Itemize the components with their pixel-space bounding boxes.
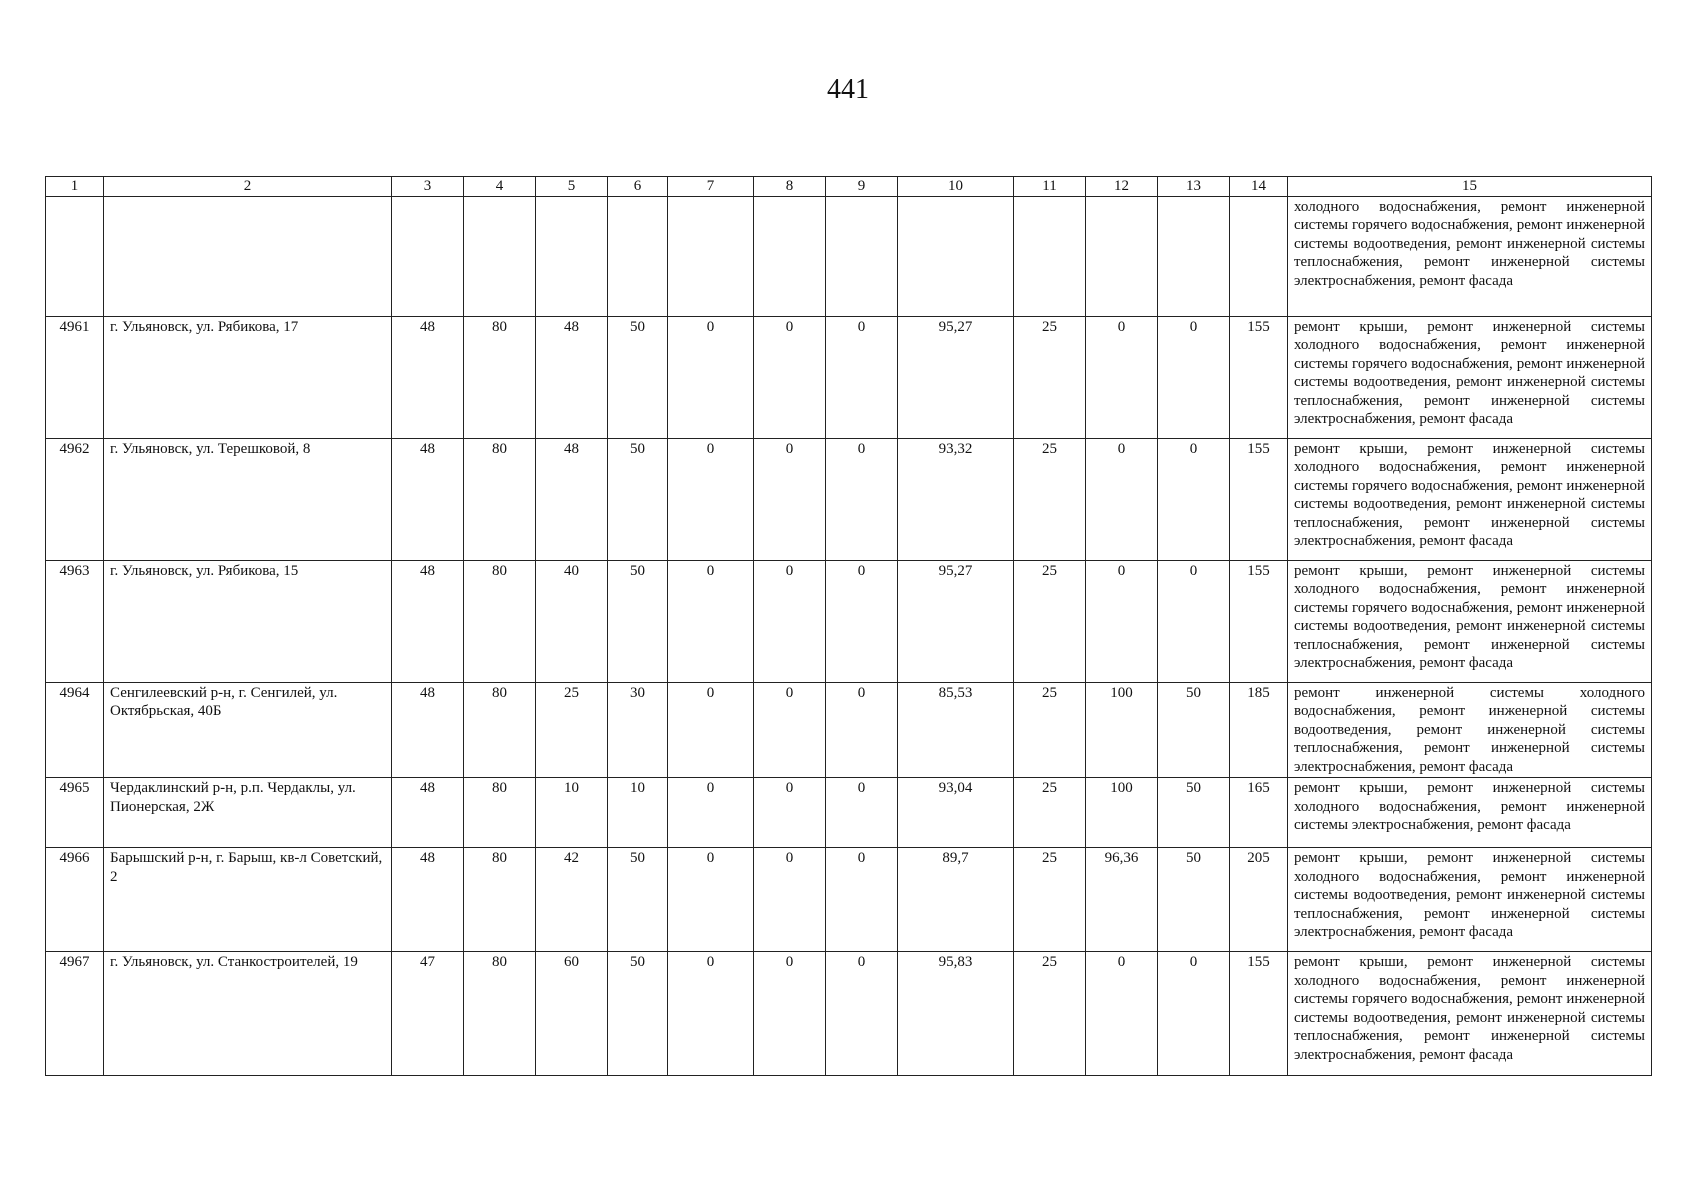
value-cell-11: 25 [1014, 438, 1086, 560]
value-cell-4 [464, 196, 536, 316]
works-list-cell: ремонт крыши, ремонт инженерной системы холодного водоснабжения, ремонт инженерной системы горячего водоснабжения, ремонт инженерной системы водоотведения, ремонт инженерной системы теплоснабжения, ремонт инженерной системы электроснабжения, ремонт фасада [1288, 438, 1652, 560]
value-cell-11: 25 [1014, 778, 1086, 848]
value-cell-13: 50 [1158, 682, 1230, 778]
value-cell-11: 25 [1014, 848, 1086, 952]
value-cell-7 [668, 196, 754, 316]
value-cell-3: 48 [392, 438, 464, 560]
value-cell-13: 0 [1158, 438, 1230, 560]
value-cell-4: 80 [464, 560, 536, 682]
value-cell-14: 165 [1230, 778, 1288, 848]
row-number: 4966 [46, 848, 104, 952]
value-cell-8: 0 [754, 438, 826, 560]
table-row [46, 952, 1652, 1076]
address-cell: Чердаклинский р-н, р.п. Чердаклы, ул. Пионерская, 2Ж [104, 778, 392, 848]
table-body [46, 196, 1652, 1076]
works-list-cell: ремонт крыши, ремонт инженерной системы холодного водоснабжения, ремонт инженерной системы горячего водоснабжения, ремонт инженерной системы водоотведения, ремонт инженерной системы теплоснабжения, ремонт инженерной системы электроснабжения, ремонт фасада [1288, 316, 1652, 438]
value-cell-3: 48 [392, 682, 464, 778]
column-header-11: 11 [1014, 177, 1086, 197]
column-header-7: 7 [668, 177, 754, 197]
value-cell-6: 50 [608, 560, 668, 682]
value-cell-8: 0 [754, 778, 826, 848]
value-cell-5: 25 [536, 682, 608, 778]
row-number: 4964 [46, 682, 104, 778]
value-cell-9: 0 [826, 952, 898, 1076]
value-cell-11 [1014, 196, 1086, 316]
address-cell [104, 196, 392, 316]
value-cell-12: 100 [1086, 778, 1158, 848]
address-cell: г. Ульяновск, ул. Рябикова, 17 [104, 316, 392, 438]
table-row [46, 438, 1652, 560]
value-cell-11: 25 [1014, 682, 1086, 778]
value-cell-8: 0 [754, 682, 826, 778]
address-cell: г. Ульяновск, ул. Станкостроителей, 19 [104, 952, 392, 1076]
value-cell-7: 0 [668, 560, 754, 682]
value-cell-14: 155 [1230, 952, 1288, 1076]
value-cell-14 [1230, 196, 1288, 316]
value-cell-5: 60 [536, 952, 608, 1076]
value-cell-3: 48 [392, 316, 464, 438]
value-cell-11: 25 [1014, 952, 1086, 1076]
value-cell-10: 95,83 [898, 952, 1014, 1076]
value-cell-5: 48 [536, 316, 608, 438]
value-cell-12: 0 [1086, 316, 1158, 438]
column-header-12: 12 [1086, 177, 1158, 197]
column-header-4: 4 [464, 177, 536, 197]
value-cell-9: 0 [826, 848, 898, 952]
value-cell-3: 48 [392, 778, 464, 848]
value-cell-6 [608, 196, 668, 316]
column-header-15: 15 [1288, 177, 1652, 197]
value-cell-10: 95,27 [898, 560, 1014, 682]
value-cell-12 [1086, 196, 1158, 316]
column-header-14: 14 [1230, 177, 1288, 197]
value-cell-13: 0 [1158, 560, 1230, 682]
value-cell-9: 0 [826, 778, 898, 848]
value-cell-7: 0 [668, 438, 754, 560]
works-list-cell: ремонт крыши, ремонт инженерной системы холодного водоснабжения, ремонт инженерной системы электроснабжения, ремонт фасада [1288, 778, 1652, 848]
column-header-5: 5 [536, 177, 608, 197]
value-cell-13: 50 [1158, 778, 1230, 848]
value-cell-6: 50 [608, 438, 668, 560]
column-header-8: 8 [754, 177, 826, 197]
value-cell-3: 48 [392, 560, 464, 682]
value-cell-14: 185 [1230, 682, 1288, 778]
value-cell-8 [754, 196, 826, 316]
value-cell-6: 50 [608, 952, 668, 1076]
column-header-10: 10 [898, 177, 1014, 197]
works-list-cell: ремонт крыши, ремонт инженерной системы холодного водоснабжения, ремонт инженерной системы водоотведения, ремонт инженерной системы теплоснабжения, ремонт инженерной системы электроснабжения, ремонт фасада [1288, 848, 1652, 952]
value-cell-7: 0 [668, 316, 754, 438]
value-cell-5: 40 [536, 560, 608, 682]
table-row [46, 848, 1652, 952]
value-cell-3: 48 [392, 848, 464, 952]
column-header-6: 6 [608, 177, 668, 197]
value-cell-10: 93,04 [898, 778, 1014, 848]
value-cell-14: 155 [1230, 316, 1288, 438]
works-list-cell: ремонт крыши, ремонт инженерной системы холодного водоснабжения, ремонт инженерной системы горячего водоснабжения, ремонт инженерной системы водоотведения, ремонт инженерной системы теплоснабжения, ремонт инженерной системы электроснабжения, ремонт фасада [1288, 560, 1652, 682]
value-cell-4: 80 [464, 438, 536, 560]
column-header-1: 1 [46, 177, 104, 197]
value-cell-10: 93,32 [898, 438, 1014, 560]
value-cell-12: 100 [1086, 682, 1158, 778]
value-cell-14: 155 [1230, 560, 1288, 682]
address-cell: г. Ульяновск, ул. Рябикова, 15 [104, 560, 392, 682]
value-cell-9: 0 [826, 438, 898, 560]
works-list-cell: ремонт инженерной системы холодного водоснабжения, ремонт инженерной системы водоотведения, ремонт инженерной системы теплоснабжения, ремонт инженерной системы электроснабжения, ремонт фасада [1288, 682, 1652, 778]
value-cell-8: 0 [754, 952, 826, 1076]
row-number: 4961 [46, 316, 104, 438]
value-cell-9: 0 [826, 316, 898, 438]
page-number: 441 [827, 74, 869, 105]
address-cell: г. Ульяновск, ул. Терешковой, 8 [104, 438, 392, 560]
value-cell-7: 0 [668, 778, 754, 848]
table-row [46, 778, 1652, 848]
value-cell-10: 95,27 [898, 316, 1014, 438]
value-cell-14: 155 [1230, 438, 1288, 560]
value-cell-5: 42 [536, 848, 608, 952]
value-cell-3: 47 [392, 952, 464, 1076]
value-cell-4: 80 [464, 952, 536, 1076]
column-header-13: 13 [1158, 177, 1230, 197]
value-cell-6: 50 [608, 848, 668, 952]
value-cell-5 [536, 196, 608, 316]
value-cell-8: 0 [754, 560, 826, 682]
table-row [46, 682, 1652, 778]
value-cell-10: 85,53 [898, 682, 1014, 778]
value-cell-5: 10 [536, 778, 608, 848]
value-cell-5: 48 [536, 438, 608, 560]
column-header-9: 9 [826, 177, 898, 197]
value-cell-9: 0 [826, 560, 898, 682]
value-cell-13: 0 [1158, 952, 1230, 1076]
column-header-3: 3 [392, 177, 464, 197]
row-number: 4965 [46, 778, 104, 848]
value-cell-3 [392, 196, 464, 316]
repair-program-table [45, 176, 1652, 1076]
value-cell-7: 0 [668, 952, 754, 1076]
value-cell-4: 80 [464, 316, 536, 438]
header-row [46, 177, 1652, 197]
value-cell-10: 89,7 [898, 848, 1014, 952]
table-header [46, 177, 1652, 197]
works-list-cell: холодного водоснабжения, ремонт инженерной системы горячего водоснабжения, ремонт инженерной системы водоотведения, ремонт инженерной системы теплоснабжения, ремонт инженерной системы электроснабжения, ремонт фасада [1288, 196, 1652, 316]
value-cell-11: 25 [1014, 316, 1086, 438]
address-cell: Сенгилеевский р-н, г. Сенгилей, ул. Октябрьская, 40Б [104, 682, 392, 778]
value-cell-8: 0 [754, 316, 826, 438]
value-cell-6: 10 [608, 778, 668, 848]
value-cell-13: 0 [1158, 316, 1230, 438]
value-cell-6: 30 [608, 682, 668, 778]
row-number: 4967 [46, 952, 104, 1076]
value-cell-8: 0 [754, 848, 826, 952]
address-cell: Барышский р-н, г. Барыш, кв-л Советский, 2 [104, 848, 392, 952]
value-cell-7: 0 [668, 682, 754, 778]
value-cell-12: 0 [1086, 438, 1158, 560]
row-number [46, 196, 104, 316]
value-cell-9: 0 [826, 682, 898, 778]
value-cell-9 [826, 196, 898, 316]
value-cell-4: 80 [464, 682, 536, 778]
value-cell-6: 50 [608, 316, 668, 438]
value-cell-13: 50 [1158, 848, 1230, 952]
table-row [46, 560, 1652, 682]
table-row [46, 316, 1652, 438]
column-header-2: 2 [104, 177, 392, 197]
value-cell-7: 0 [668, 848, 754, 952]
row-number: 4962 [46, 438, 104, 560]
value-cell-12: 0 [1086, 952, 1158, 1076]
value-cell-11: 25 [1014, 560, 1086, 682]
value-cell-10 [898, 196, 1014, 316]
value-cell-14: 205 [1230, 848, 1288, 952]
value-cell-4: 80 [464, 778, 536, 848]
value-cell-12: 0 [1086, 560, 1158, 682]
value-cell-13 [1158, 196, 1230, 316]
value-cell-12: 96,36 [1086, 848, 1158, 952]
works-list-cell: ремонт крыши, ремонт инженерной системы холодного водоснабжения, ремонт инженерной системы горячего водоснабжения, ремонт инженерной системы водоотведения, ремонт инженерной системы теплоснабжения, ремонт инженерной системы электроснабжения, ремонт фасада [1288, 952, 1652, 1076]
table-row [46, 196, 1652, 316]
row-number: 4963 [46, 560, 104, 682]
value-cell-4: 80 [464, 848, 536, 952]
